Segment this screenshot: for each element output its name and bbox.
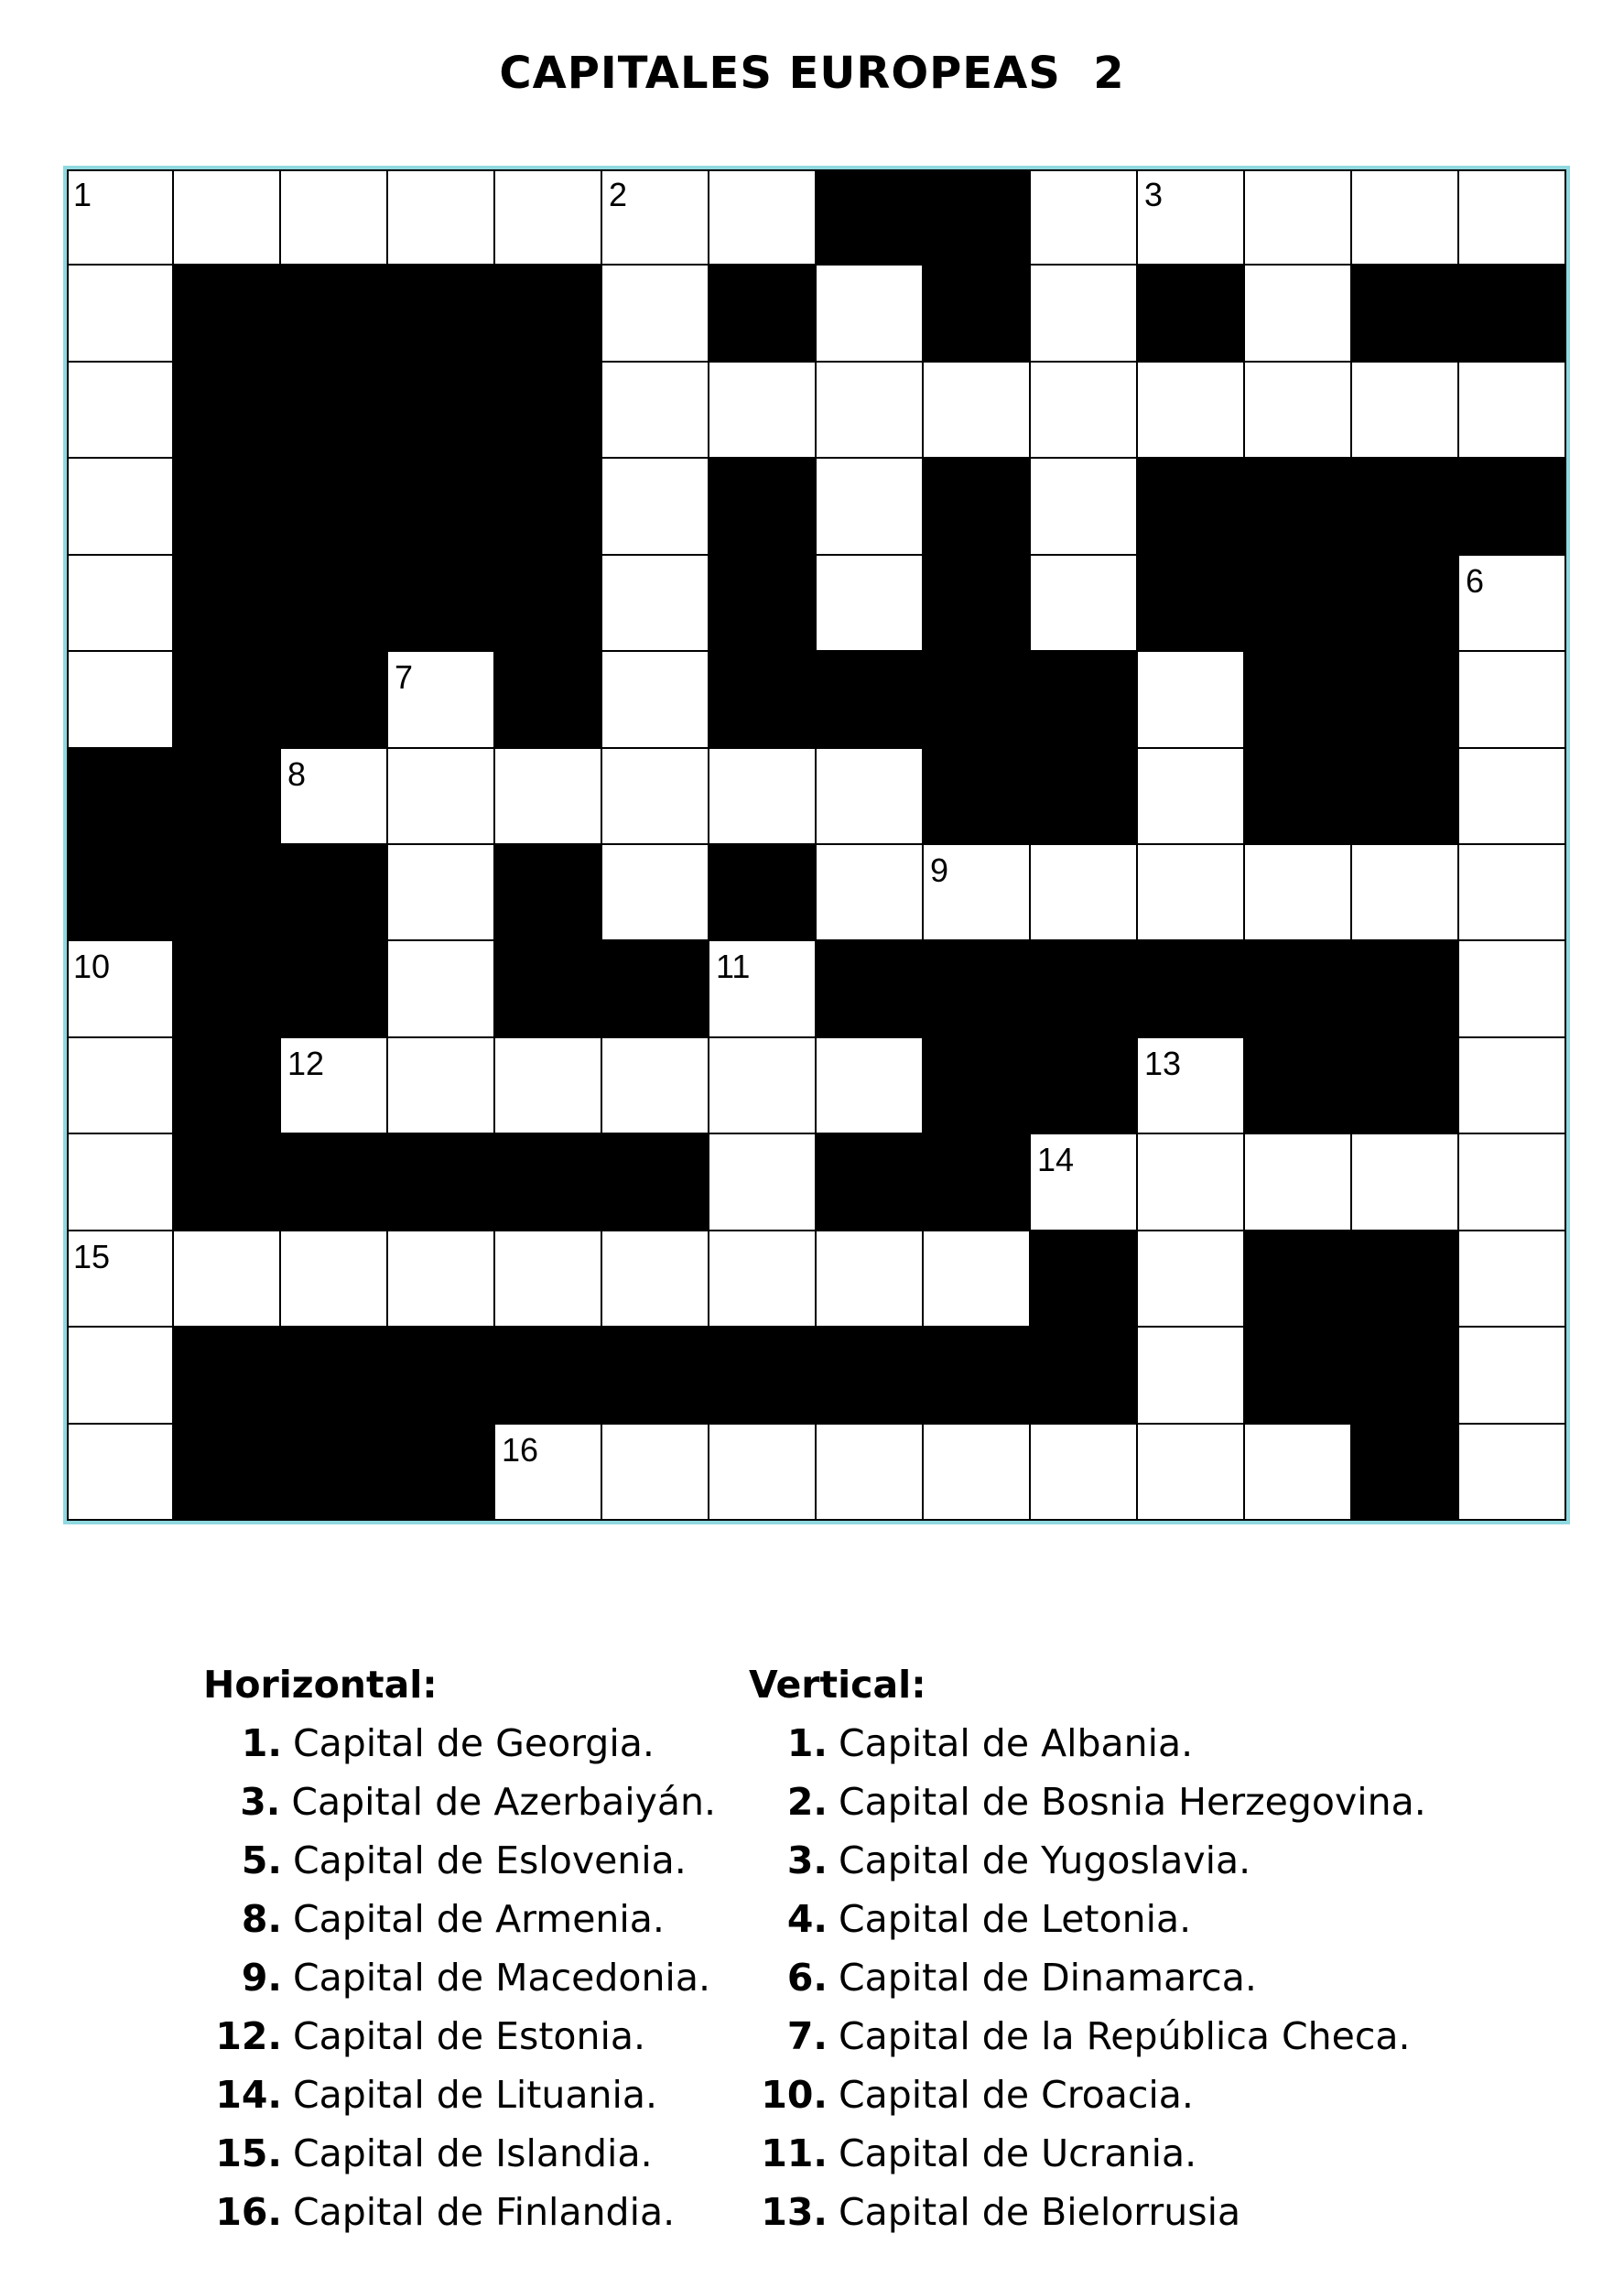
grid-cell[interactable]: [1245, 266, 1352, 362]
block-cell: [495, 363, 602, 459]
grid-cell[interactable]: [1031, 845, 1138, 941]
block-cell: [1352, 1328, 1459, 1424]
grid-cell[interactable]: [817, 1231, 924, 1328]
clue-text: Capital de Armenia.: [293, 1897, 665, 1941]
block-cell: [1031, 749, 1138, 845]
grid-cell[interactable]: [709, 1425, 817, 1521]
clue-text: Capital de Georgia.: [293, 1721, 655, 1765]
block-cell: [709, 1328, 817, 1424]
cell-number: 13: [1144, 1044, 1182, 1082]
grid-cell[interactable]: [67, 556, 174, 652]
cell-number: 8: [287, 754, 307, 793]
block-cell: [281, 941, 388, 1037]
clue-item: [203, 1948, 716, 2007]
vertical-heading: Vertical:: [749, 1663, 926, 1707]
grid-cell[interactable]: [388, 169, 495, 266]
grid-cell[interactable]: [1245, 363, 1352, 459]
cell-number: 7: [395, 658, 414, 697]
grid-cell[interactable]: [1459, 169, 1566, 266]
block-cell: [1031, 1038, 1138, 1134]
clue-text: Capital de Azerbaiyán.: [291, 1780, 716, 1824]
grid-cell[interactable]: [602, 556, 709, 652]
block-cell: [388, 459, 495, 555]
block-cell: [817, 1134, 924, 1231]
grid-cell[interactable]: [1245, 169, 1352, 266]
clue-item: [749, 1831, 1573, 1890]
grid-cell[interactable]: [67, 1328, 174, 1424]
block-cell: [1352, 459, 1459, 555]
block-cell: [388, 556, 495, 652]
block-cell: [924, 459, 1031, 555]
block-cell: [1352, 652, 1459, 748]
block-cell: [924, 1038, 1031, 1134]
grid-cell[interactable]: [281, 1038, 388, 1134]
block-cell: [174, 652, 281, 748]
block-cell: [495, 1328, 602, 1424]
grid-cell[interactable]: [1459, 941, 1566, 1037]
grid-cell[interactable]: [602, 266, 709, 362]
block-cell: [1245, 941, 1352, 1037]
clue-number: 6.: [786, 1956, 828, 2000]
grid-cell[interactable]: [67, 1231, 174, 1328]
cell-number: 16: [502, 1430, 539, 1469]
block-cell: [1352, 1425, 1459, 1521]
block-cell: [174, 1134, 281, 1231]
grid-cell[interactable]: [388, 749, 495, 845]
grid-cell[interactable]: [709, 1134, 817, 1231]
grid-cell[interactable]: [817, 459, 924, 555]
clue-item: [749, 2007, 1573, 2066]
grid-cell[interactable]: [817, 556, 924, 652]
grid-cell[interactable]: [817, 1038, 924, 1134]
clue-text: Capital de Estonia.: [293, 2014, 646, 2058]
clue-number: 16.: [215, 2190, 282, 2234]
clue-item: [749, 1890, 1573, 1948]
block-cell: [1352, 266, 1459, 362]
block-cell: [709, 266, 817, 362]
grid-cell[interactable]: [174, 1231, 281, 1328]
grid-cell[interactable]: [67, 169, 174, 266]
grid-cell[interactable]: [924, 845, 1031, 941]
block-cell: [495, 845, 602, 941]
grid-cell[interactable]: [1138, 363, 1245, 459]
grid-cell[interactable]: [495, 169, 602, 266]
clue-text: Capital de Ucrania.: [839, 2131, 1197, 2175]
clue-number: 13.: [761, 2190, 828, 2234]
block-cell: [174, 556, 281, 652]
block-cell: [174, 749, 281, 845]
grid-cell[interactable]: [1459, 556, 1566, 652]
clue-item: [203, 2124, 716, 2183]
grid-cell[interactable]: [388, 1231, 495, 1328]
grid-cell[interactable]: [1138, 1134, 1245, 1231]
block-cell: [1138, 941, 1245, 1037]
clue-number: 11.: [761, 2131, 828, 2175]
grid-cell[interactable]: [1138, 169, 1245, 266]
block-cell: [924, 266, 1031, 362]
block-cell: [709, 459, 817, 555]
grid-cell[interactable]: [602, 1425, 709, 1521]
grid-top-edge: [67, 169, 1566, 171]
grid-cell[interactable]: [1138, 845, 1245, 941]
block-cell: [281, 363, 388, 459]
grid-cell[interactable]: [388, 941, 495, 1037]
block-cell: [1245, 459, 1352, 555]
clue-item: [749, 2124, 1573, 2183]
grid-cell[interactable]: [1459, 652, 1566, 748]
grid-cell[interactable]: [602, 1038, 709, 1134]
grid-cell[interactable]: [1031, 266, 1138, 362]
block-cell: [924, 652, 1031, 748]
block-cell: [602, 1328, 709, 1424]
grid-cell[interactable]: [924, 1425, 1031, 1521]
block-cell: [924, 749, 1031, 845]
block-cell: [495, 266, 602, 362]
grid-cell[interactable]: [281, 749, 388, 845]
grid-cell[interactable]: [924, 363, 1031, 459]
clue-text: Capital de Eslovenia.: [293, 1838, 687, 1882]
grid-cell[interactable]: [1352, 845, 1459, 941]
grid-cell[interactable]: [1031, 363, 1138, 459]
block-cell: [388, 266, 495, 362]
grid-cell[interactable]: [817, 363, 924, 459]
block-cell: [602, 1134, 709, 1231]
clue-item: [749, 2183, 1573, 2241]
grid-cell[interactable]: [1459, 1038, 1566, 1134]
clue-text: Capital de Lituania.: [293, 2073, 658, 2117]
clue-item: [203, 1714, 716, 1773]
block-cell: [67, 749, 174, 845]
cell-number: 3: [1144, 176, 1164, 213]
grid-cell[interactable]: [1352, 1134, 1459, 1231]
clue-number: 5.: [241, 1838, 282, 1882]
block-cell: [281, 1134, 388, 1231]
horizontal-clues: [203, 1655, 716, 2241]
page-title: CAPITALES EUROPEAS 2: [499, 48, 1125, 99]
grid-cell[interactable]: [495, 1231, 602, 1328]
block-cell: [1138, 556, 1245, 652]
block-cell: [281, 266, 388, 362]
grid-cell[interactable]: [1031, 169, 1138, 266]
grid-cell[interactable]: [174, 169, 281, 266]
block-cell: [1138, 459, 1245, 555]
clue-item: [203, 2183, 716, 2241]
clue-number: 1.: [241, 1721, 282, 1765]
grid-cell[interactable]: [602, 169, 709, 266]
grid-cell[interactable]: [1459, 1328, 1566, 1424]
grid-cell[interactable]: [817, 845, 924, 941]
cell-number: 14: [1037, 1141, 1075, 1179]
cell-number: 12: [287, 1044, 325, 1082]
clue-text: Capital de Islandia.: [293, 2131, 653, 2175]
block-cell: [1031, 1328, 1138, 1424]
grid-cell[interactable]: [709, 363, 817, 459]
grid-cell[interactable]: [1031, 1134, 1138, 1231]
block-cell: [174, 941, 281, 1037]
clue-number: 2.: [786, 1780, 828, 1824]
grid-cell[interactable]: [602, 749, 709, 845]
grid-cell[interactable]: [67, 1038, 174, 1134]
block-cell: [388, 363, 495, 459]
grid-cell[interactable]: [67, 941, 174, 1037]
grid-cell[interactable]: [1459, 1134, 1566, 1231]
clue-item: [203, 1890, 716, 1948]
clue-number: 7.: [786, 2014, 828, 2058]
block-cell: [1245, 556, 1352, 652]
block-cell: [1459, 266, 1566, 362]
clue-number: 12.: [215, 2014, 282, 2058]
block-cell: [388, 1134, 495, 1231]
block-cell: [1245, 1038, 1352, 1134]
clue-text: Capital de la República Checa.: [839, 2014, 1411, 2058]
grid-cell[interactable]: [1138, 749, 1245, 845]
grid-cell[interactable]: [1031, 459, 1138, 555]
grid-cell[interactable]: [602, 845, 709, 941]
block-cell: [174, 845, 281, 941]
grid-cell[interactable]: [709, 169, 817, 266]
horizontal-clue-list: [203, 1714, 716, 2241]
clue-item: [203, 1831, 716, 1890]
block-cell: [924, 556, 1031, 652]
block-cell: [924, 1328, 1031, 1424]
block-cell: [709, 652, 817, 748]
clue-text: Capital de Bosnia Herzegovina.: [839, 1780, 1426, 1824]
clue-number: 14.: [215, 2073, 282, 2117]
block-cell: [1352, 1231, 1459, 1328]
clue-item: [203, 2007, 716, 2066]
clue-number: 3.: [240, 1780, 281, 1824]
block-cell: [495, 1134, 602, 1231]
clue-item: [749, 1714, 1573, 1773]
block-cell: [1459, 459, 1566, 555]
grid-cell[interactable]: [1352, 169, 1459, 266]
grid-cell[interactable]: [67, 459, 174, 555]
grid-cell[interactable]: [1245, 1425, 1352, 1521]
grid-cell[interactable]: [1138, 1231, 1245, 1328]
grid-cell[interactable]: [67, 652, 174, 748]
grid-cell[interactable]: [67, 1425, 174, 1521]
block-cell: [817, 941, 924, 1037]
clue-text: Capital de Croacia.: [839, 2073, 1194, 2117]
grid-cell[interactable]: [1459, 845, 1566, 941]
grid-cell[interactable]: [495, 1038, 602, 1134]
grid-cell[interactable]: [817, 1425, 924, 1521]
block-cell: [1138, 266, 1245, 362]
block-cell: [1352, 1038, 1459, 1134]
clue-text: Capital de Macedonia.: [293, 1956, 710, 2000]
grid-cell[interactable]: [495, 749, 602, 845]
grid-cell[interactable]: [281, 169, 388, 266]
block-cell: [924, 1134, 1031, 1231]
grid-cell[interactable]: [1459, 1425, 1566, 1521]
clue-item: [203, 1773, 716, 1831]
cell-number: 2: [609, 176, 628, 213]
block-cell: [1352, 941, 1459, 1037]
block-cell: [281, 845, 388, 941]
grid-cell[interactable]: [1031, 556, 1138, 652]
clue-number: 1.: [786, 1721, 828, 1765]
cell-number: 15: [73, 1237, 111, 1275]
grid-cell[interactable]: [817, 749, 924, 845]
block-cell: [495, 652, 602, 748]
clue-text: Capital de Bielorrusia: [839, 2190, 1241, 2234]
block-cell: [281, 1328, 388, 1424]
block-cell: [1352, 749, 1459, 845]
grid-cell[interactable]: [709, 1231, 817, 1328]
block-cell: [1031, 941, 1138, 1037]
grid-cell[interactable]: [388, 652, 495, 748]
grid-cell[interactable]: [709, 1038, 817, 1134]
grid-cell[interactable]: [1245, 845, 1352, 941]
grid-cell[interactable]: [602, 459, 709, 555]
clue-text: Capital de Finlandia.: [293, 2190, 676, 2234]
grid-cell[interactable]: [709, 749, 817, 845]
clue-number: 3.: [786, 1838, 828, 1882]
block-cell: [174, 1328, 281, 1424]
block-cell: [281, 459, 388, 555]
clue-number: 10.: [761, 2073, 828, 2117]
block-cell: [1031, 652, 1138, 748]
block-cell: [1245, 1231, 1352, 1328]
grid-cell[interactable]: [602, 1231, 709, 1328]
cell-number: 1: [73, 176, 92, 213]
clue-text: Capital de Yugoslavia.: [839, 1838, 1251, 1882]
block-cell: [495, 459, 602, 555]
block-cell: [174, 363, 281, 459]
block-cell: [388, 1328, 495, 1424]
cell-number: 11: [716, 948, 751, 986]
block-cell: [1245, 1328, 1352, 1424]
block-cell: [174, 1038, 281, 1134]
grid-cell[interactable]: [495, 1425, 602, 1521]
clue-item: [203, 2066, 716, 2124]
grid-cell[interactable]: [1459, 363, 1566, 459]
grid-cell[interactable]: [1459, 749, 1566, 845]
grid-left-edge: [67, 169, 69, 1521]
grid-cell[interactable]: [602, 363, 709, 459]
grid-cell[interactable]: [924, 1231, 1031, 1328]
vertical-clue-list: [749, 1714, 1573, 2241]
grid-cell[interactable]: [602, 652, 709, 748]
clue-number: 15.: [215, 2131, 282, 2175]
block-cell: [281, 652, 388, 748]
block-cell: [495, 941, 602, 1037]
clue-item: [749, 2066, 1573, 2124]
block-cell: [602, 941, 709, 1037]
block-cell: [924, 169, 1031, 266]
block-cell: [1245, 749, 1352, 845]
clue-text: Capital de Albania.: [839, 1721, 1194, 1765]
block-cell: [1245, 652, 1352, 748]
block-cell: [817, 1328, 924, 1424]
grid-cell[interactable]: [1138, 1425, 1245, 1521]
vertical-clues: [749, 1655, 1573, 2241]
clue-text: Capital de Dinamarca.: [839, 1956, 1257, 2000]
block-cell: [388, 1425, 495, 1521]
grid-cell[interactable]: [817, 266, 924, 362]
clue-number: 4.: [786, 1897, 828, 1941]
clue-number: 8.: [241, 1897, 282, 1941]
grid-cell[interactable]: [1138, 652, 1245, 748]
block-cell: [709, 845, 817, 941]
grid-cell[interactable]: [1138, 1038, 1245, 1134]
crossword-grid: [67, 169, 1566, 1521]
grid-cell[interactable]: [67, 1134, 174, 1231]
block-cell: [709, 556, 817, 652]
grid-cell[interactable]: [1352, 363, 1459, 459]
block-cell: [174, 266, 281, 362]
grid-cell[interactable]: [67, 363, 174, 459]
cell-number: 6: [1466, 561, 1485, 600]
cell-number: 9: [930, 851, 949, 889]
block-cell: [1031, 1231, 1138, 1328]
block-cell: [281, 1425, 388, 1521]
block-cell: [67, 845, 174, 941]
clue-number: 9.: [241, 1956, 282, 2000]
grid-cell[interactable]: [67, 266, 174, 362]
block-cell: [281, 556, 388, 652]
grid-cell[interactable]: [1031, 1425, 1138, 1521]
clue-item: [749, 1948, 1573, 2007]
block-cell: [174, 1425, 281, 1521]
block-cell: [174, 459, 281, 555]
clue-text: Capital de Letonia.: [839, 1897, 1192, 1941]
grid-cell[interactable]: [388, 845, 495, 941]
clue-item: [749, 1773, 1573, 1831]
block-cell: [495, 556, 602, 652]
block-cell: [817, 169, 924, 266]
horizontal-heading: Horizontal:: [203, 1663, 438, 1707]
grid-cell[interactable]: [388, 1038, 495, 1134]
block-cell: [1352, 556, 1459, 652]
grid-cell[interactable]: [1459, 1231, 1566, 1328]
grid-cell[interactable]: [1138, 1328, 1245, 1424]
grid-cell[interactable]: [709, 941, 817, 1037]
cell-number: 10: [73, 948, 111, 986]
block-cell: [817, 652, 924, 748]
block-cell: [924, 941, 1031, 1037]
grid-cell[interactable]: [1245, 1134, 1352, 1231]
grid-cell[interactable]: [281, 1231, 388, 1328]
